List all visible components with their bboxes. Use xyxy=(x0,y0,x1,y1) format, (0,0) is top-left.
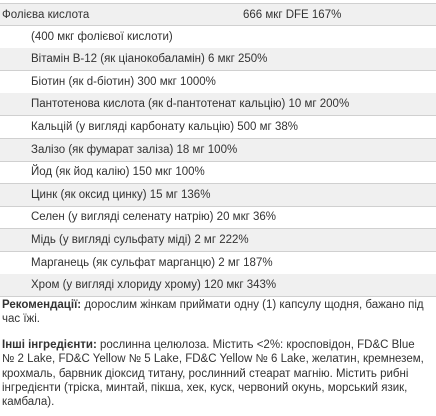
nutrient-name: Залізо (як фумарат заліза) 18 мг 100% xyxy=(31,143,238,156)
table-row xyxy=(0,116,436,139)
nutrient-name: Цинк (як оксид цинку) 15 мг 136% xyxy=(31,188,211,201)
ingredients-paragraph xyxy=(2,338,430,409)
table-row xyxy=(0,93,436,116)
table-row xyxy=(0,48,436,71)
table-row xyxy=(0,184,436,207)
ingredients-text: рослинна целюлоза. Містить <2%: кросповідон, FD&C Blue № 2 Lake, FD&C Yellow № 5 Lake, FD&C Yellow № 6 Lake, желатин, кремнезем, крохмаль, барвник діоксид титану, рослинний стеарат магнію. Містить рибні інгредієнти (тріска, минтай, пікша, хек, куск, червоний окунь, морський язик, камбала). xyxy=(2,339,424,409)
nutrient-name: Селен (у вигляді селенату натрію) 20 мкг 36% xyxy=(31,211,277,224)
table-row xyxy=(0,161,436,184)
table-row xyxy=(0,3,436,26)
table-row xyxy=(0,274,436,297)
table-row xyxy=(0,26,436,49)
nutrient-name: Йод (як йод калію) 150 мкг 100% xyxy=(31,166,205,179)
nutrient-name: Хром (у вигляді хлориду хрому) 120 мкг 343% xyxy=(31,279,277,292)
nutrient-name: Мідь (у вигляді сульфату міді) 2 мг 222% xyxy=(31,234,249,246)
table-row xyxy=(0,229,436,252)
nutrient-name: Фолієва кислота xyxy=(2,9,90,21)
recommendations-label: Рекомендації: xyxy=(2,299,82,311)
nutrient-name: Марганець (як сульфат марганцю) 2 мг 187% xyxy=(31,256,273,269)
ingredients-label: Інші інгредієнти: xyxy=(2,339,97,351)
nutrient-name: Вітамін B-12 (як ціанокобаламін) 6 мкг 250% xyxy=(31,53,268,66)
table-row xyxy=(0,71,436,94)
nutrient-name: Пантотенова кислота (як d-пантотенат кальцію) 10 мг 200% xyxy=(31,98,350,111)
table-row xyxy=(0,139,436,162)
table-row xyxy=(0,252,436,275)
recommendations-text: доросли​м жінкам приймати одну (1) капсулу щодня, бажано під час їжі. xyxy=(2,299,424,326)
nutrient-name: Кальцій (у вигляді карбонату кальцію) 500 мг 38% xyxy=(31,121,298,133)
nutrient-name: Біотин (як d-біотин) 300 мкг 1000% xyxy=(31,75,216,88)
recommendations-paragraph xyxy=(2,298,430,327)
nutrient-value: 666 мкг DFE 167% xyxy=(243,9,342,21)
nutrient-name: (400 мкг фолієвої кислоти) xyxy=(31,30,173,43)
table-row xyxy=(0,206,436,229)
